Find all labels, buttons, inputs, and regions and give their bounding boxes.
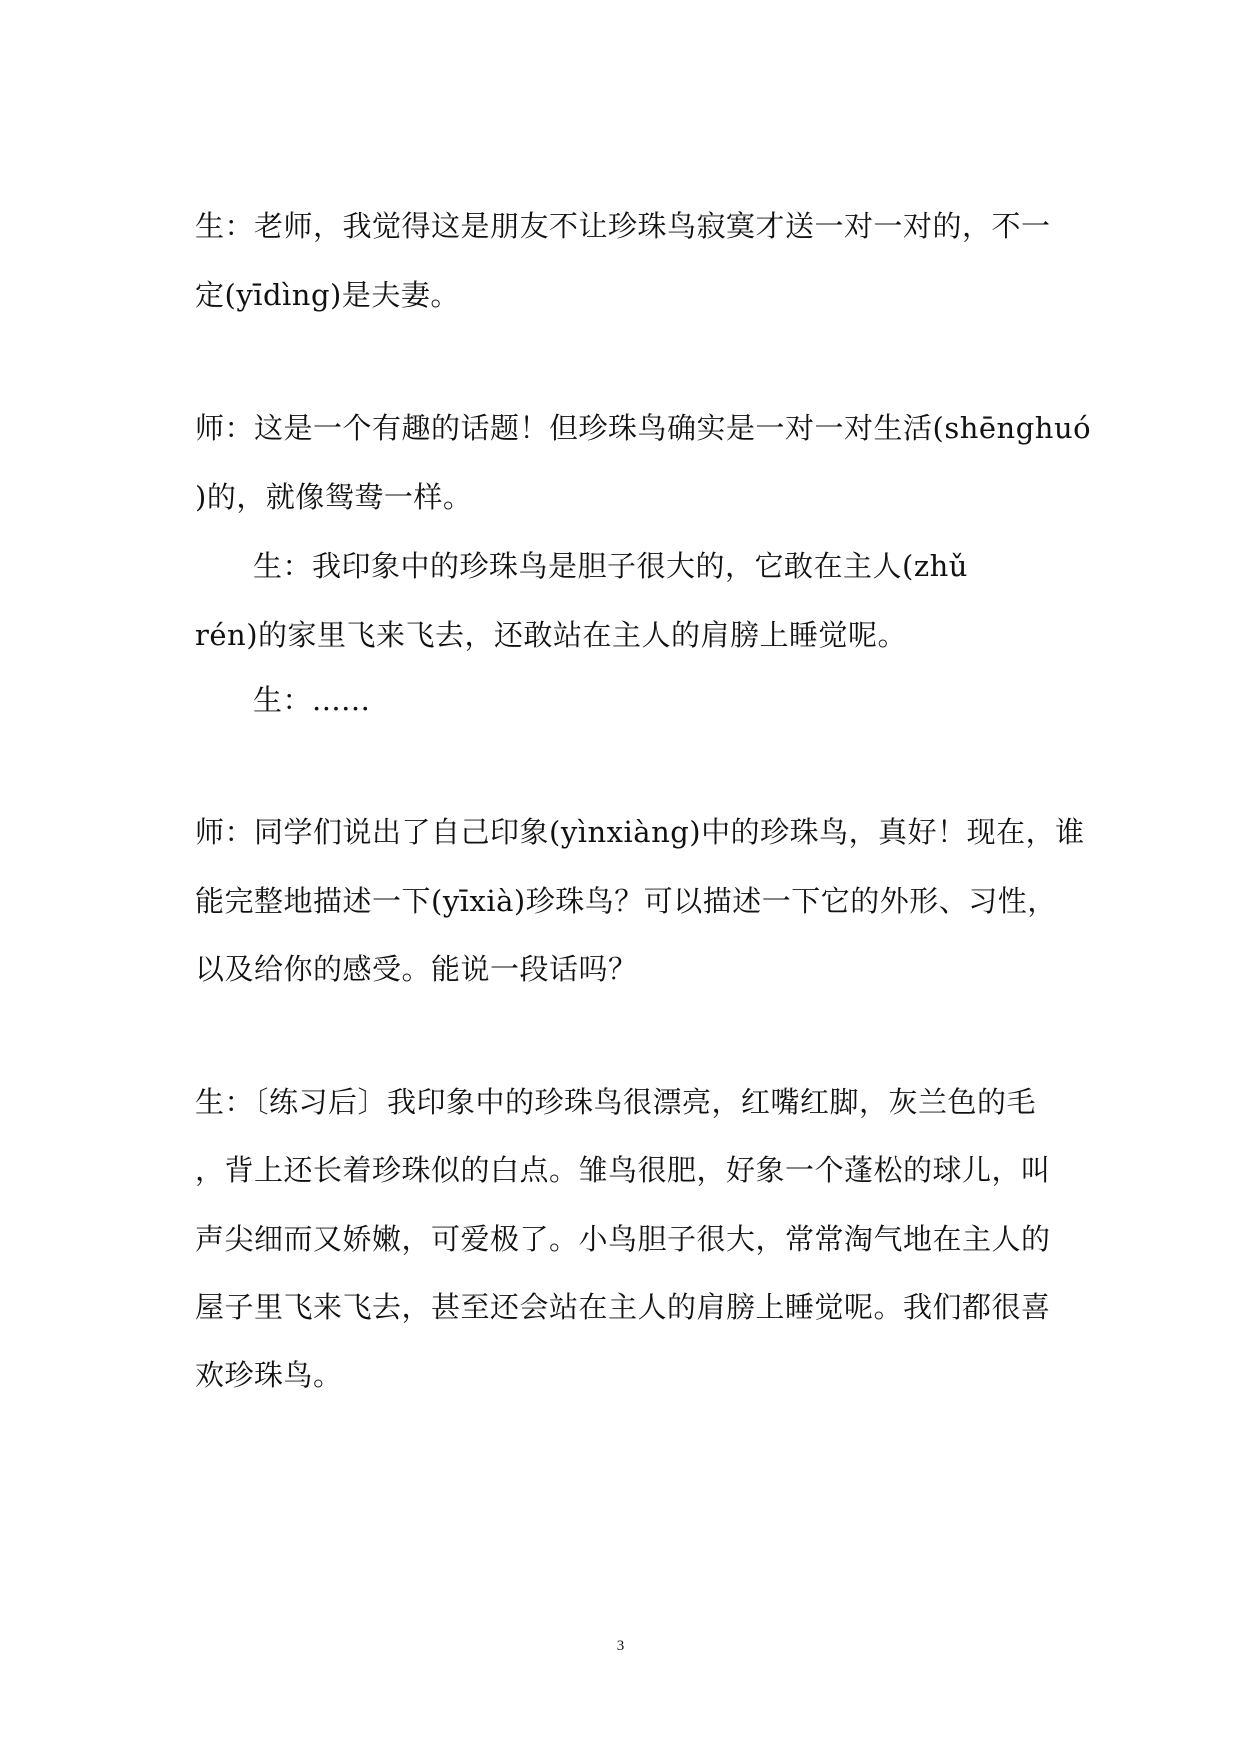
text-line: 师：这是一个有趣的话题！但珍珠鸟确实是一对一对生活(shēnghuó bbox=[195, 411, 1092, 445]
text-line: 生：〔练习后〕我印象中的珍珠鸟很漂亮，红嘴红脚，灰兰色的毛 bbox=[195, 1085, 1037, 1119]
text-line: rén)的家里飞来飞去，还敢站在主人的肩膀上睡觉呢。 bbox=[195, 618, 908, 652]
text-line: 生：...... bbox=[253, 683, 371, 717]
text-line: 能完整地描述一下(yīxià)珍珠鸟？可以描述一下它的外形、习性， bbox=[195, 884, 1057, 918]
page-number: 3 bbox=[616, 1638, 625, 1654]
text-line: 欢珍珠鸟。 bbox=[195, 1358, 343, 1392]
text-line: 声尖细而又娇嫩，可爱极了。小鸟胆子很大，常常淘气地在主人的 bbox=[195, 1222, 1051, 1256]
text-line: 生：老师，我觉得这是朋友不让珍珠鸟寂寞才送一对一对的，不一 bbox=[195, 209, 1051, 243]
text-line: )的，就像鸳鸯一样。 bbox=[195, 480, 473, 514]
text-line: ，背上还长着珍珠似的白点。雏鸟很肥，好象一个蓬松的球儿，叫 bbox=[195, 1153, 1051, 1187]
text-line: 生：我印象中的珍珠鸟是胆子很大的，它敢在主人(zhǔ bbox=[253, 549, 968, 583]
text-line: 以及给你的感受。能说一段话吗？ bbox=[195, 952, 638, 986]
text-line: 定(yīdìng)是夫妻。 bbox=[195, 278, 460, 312]
text-line: 屋子里飞来飞去，甚至还会站在主人的肩膀上睡觉呢。我们都很喜 bbox=[195, 1290, 1051, 1324]
text-line: 师：同学们说出了自己印象(yìnxiàng)中的珍珠鸟，真好！现在，谁 bbox=[195, 815, 1085, 849]
